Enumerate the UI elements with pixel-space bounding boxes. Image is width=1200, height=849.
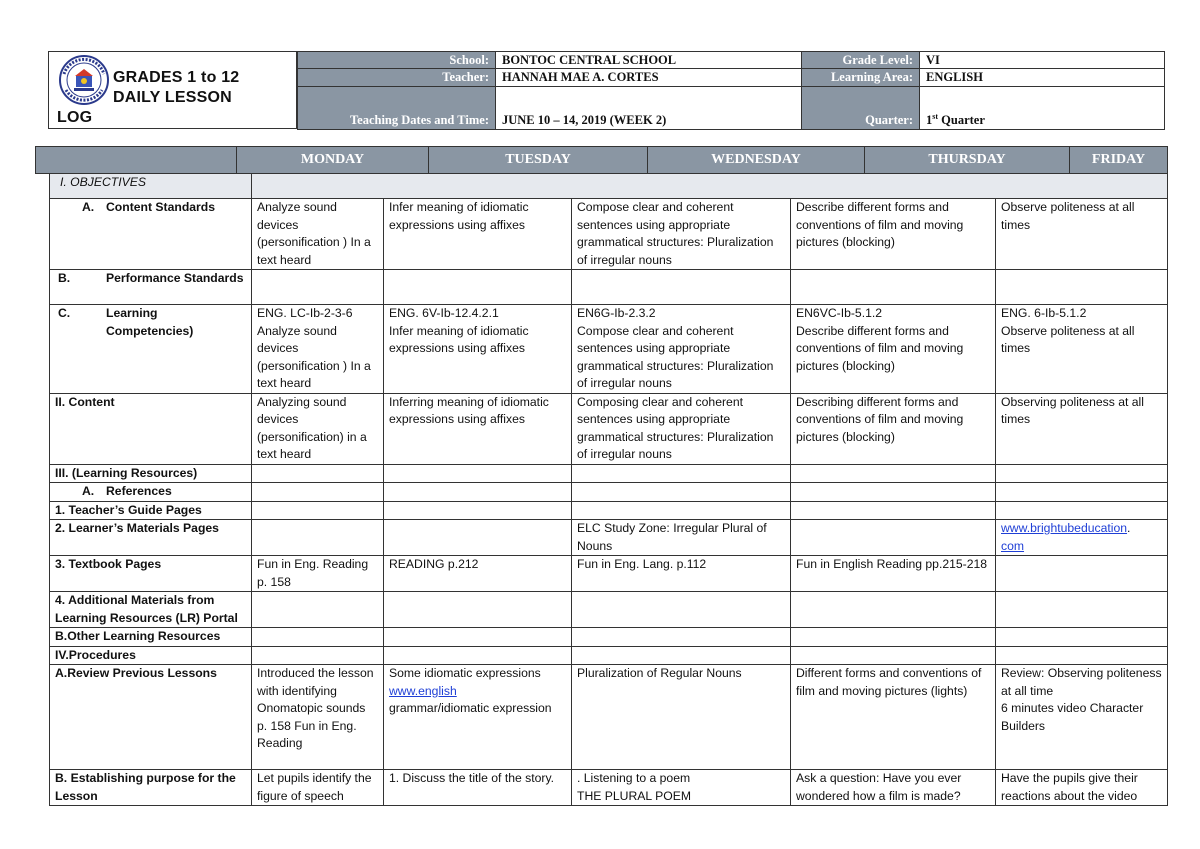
title-line-3: LOG — [57, 109, 93, 126]
row-label-text: Learning Competencies) — [106, 306, 194, 338]
empty-cell — [791, 483, 996, 502]
empty-cell — [791, 592, 996, 628]
cell-review-thu: Different forms and conventions of film and moving pictures (lights) — [791, 665, 996, 770]
table-row — [50, 556, 1168, 592]
cell-competencies-mon — [252, 305, 384, 394]
empty-cell — [384, 628, 572, 647]
day-header-wednesday: WEDNESDAY — [648, 147, 865, 174]
table-row — [50, 501, 1168, 520]
cell-establishing-wed — [572, 770, 791, 806]
day-header-monday: MONDAY — [237, 147, 429, 174]
cell-content-standards-wed: Compose clear and coherent sentences using appropriate grammatical structures: Pluralization of irregular nouns — [572, 199, 791, 270]
empty-cell — [252, 501, 384, 520]
competency-code: ENG. 6-Ib-5.1.2 — [1001, 306, 1087, 320]
references-label — [50, 483, 252, 502]
content-standards-label — [50, 199, 252, 270]
learning-competencies-label — [50, 305, 252, 394]
empty-cell — [996, 501, 1168, 520]
days-header-corner — [36, 147, 237, 174]
row-letter: A. — [82, 484, 95, 498]
review-label: A.Review Previous Lessons — [50, 665, 252, 770]
additional-materials-label: 4. Additional Materials from Learning Resources (LR) Portal — [50, 592, 252, 628]
brightubeducation-link-tail[interactable] — [1001, 539, 1024, 553]
table-row — [50, 305, 1168, 394]
table-row — [50, 592, 1168, 628]
row-label-text: Performance Standards — [106, 271, 244, 285]
dates-value: JUNE 10 – 14, 2019 (WEEK 2) — [496, 87, 802, 130]
empty-cell — [384, 520, 572, 556]
textbook-label: 3. Textbook Pages — [50, 556, 252, 592]
cell-content-mon: Analyzing sound devices (personification) in a text heard — [252, 393, 384, 464]
cell-competencies-tue — [384, 305, 572, 394]
table-row — [50, 770, 1168, 806]
empty-cell — [996, 628, 1168, 647]
cell-content-tue: Inferring meaning of idiomatic expressions using affixes — [384, 393, 572, 464]
establishing-wed-text: . Listening to a poem — [577, 771, 691, 785]
empty-cell — [572, 592, 791, 628]
empty-cell — [252, 520, 384, 556]
content-label: II. Content — [50, 393, 252, 464]
cell-content-standards-fri: Observe politeness at all times — [996, 199, 1168, 270]
cell-performance-fri — [996, 270, 1168, 305]
quarter-label: Quarter: — [802, 87, 920, 130]
empty-cell — [996, 646, 1168, 665]
empty-cell — [791, 464, 996, 483]
dll-header — [48, 51, 1164, 129]
days-header-row — [35, 146, 1168, 174]
header-title-box — [48, 51, 297, 129]
table-row — [50, 646, 1168, 665]
empty-cell — [252, 483, 384, 502]
row-label-text: Content Standards — [106, 200, 216, 214]
cell-performance-mon — [252, 270, 384, 305]
table-row — [50, 520, 1168, 556]
competency-code: EN6VC-Ib-5.1.2 — [796, 306, 883, 320]
cell-establishing-tue: 1. Discuss the title of the story. — [384, 770, 572, 806]
row-letter: C. — [58, 306, 71, 320]
establishing-label: B. Establishing purpose for the Lesson — [50, 770, 252, 806]
cell-content-thu: Describing different forms and conventions of film and moving pictures (blocking) — [791, 393, 996, 464]
empty-cell — [791, 501, 996, 520]
empty-cell — [252, 628, 384, 647]
competency-text: Compose clear and coherent sentences using appropriate grammatical structures: Pluralization of irregular nouns — [577, 323, 774, 390]
deped-seal-icon — [58, 54, 110, 106]
competency-code: EN6G-Ib-2.3.2 — [577, 306, 656, 320]
header-info-table — [297, 51, 1165, 130]
performance-standards-label — [50, 270, 252, 305]
teacher-value: HANNAH MAE A. CORTES — [496, 69, 802, 87]
review-fri-text: Review: Observing politeness at all time — [1001, 666, 1162, 698]
review-tue-text: Some idiomatic expressions — [389, 666, 541, 680]
competency-text: Analyze sound devices (personification ) In a text heard — [257, 323, 371, 390]
table-row — [50, 270, 1168, 305]
other-resources-label: B.Other Learning Resources — [50, 628, 252, 647]
competency-code: ENG. LC-Ib-2-3-6 — [257, 306, 353, 320]
cell-learners-materials-fri — [996, 520, 1168, 556]
empty-cell — [252, 464, 384, 483]
table-row — [50, 464, 1168, 483]
cell-establishing-mon: Let pupils identify the figure of speech — [252, 770, 384, 806]
empty-cell — [791, 646, 996, 665]
grade-value: VI — [920, 52, 1165, 69]
cell-content-fri: Observing politeness at all times — [996, 393, 1168, 464]
school-label: School: — [298, 52, 496, 69]
table-row — [50, 393, 1168, 464]
cell-textbook-wed: Fun in Eng. Lang. p.112 — [572, 556, 791, 592]
cell-competencies-wed — [572, 305, 791, 394]
cell-textbook-tue: READING p.212 — [384, 556, 572, 592]
cell-learners-materials-wed: ELC Study Zone: Irregular Plural of Nouns — [572, 520, 791, 556]
empty-cell — [996, 592, 1168, 628]
table-row — [50, 665, 1168, 770]
cell-textbook-thu: Fun in English Reading pp.215-218 — [791, 556, 996, 592]
row-label-text: References — [106, 484, 172, 498]
empty-cell — [791, 520, 996, 556]
cell-textbook-mon: Fun in Eng. Reading p. 158 — [252, 556, 384, 592]
cell-establishing-fri: Have the pupils give their reactions about the video — [996, 770, 1168, 806]
cell-content-standards-thu: Describe different forms and conventions of film and moving pictures (blocking) — [791, 199, 996, 270]
school-value: BONTOC CENTRAL SCHOOL — [496, 52, 802, 69]
day-header-friday: FRIDAY — [1070, 147, 1168, 174]
day-header-tuesday: TUESDAY — [429, 147, 648, 174]
quarter-suffix: st — [932, 111, 939, 121]
cell-establishing-thu: Ask a question: Have you ever wondered how a film is made? — [791, 770, 996, 806]
area-label: Learning Area: — [802, 69, 920, 87]
empty-cell — [572, 483, 791, 502]
competency-text: Infer meaning of idiomatic expressions using affixes — [389, 323, 529, 355]
establishing-wed-text-2: THE PLURAL POEM — [577, 788, 692, 803]
empty-cell — [252, 646, 384, 665]
table-row — [50, 174, 1168, 199]
teacher-label: Teacher: — [298, 69, 496, 87]
cell-content-standards-mon: Analyze sound devices (personification ) In a text heard — [252, 199, 384, 270]
cell-performance-wed — [572, 270, 791, 305]
cell-performance-tue — [384, 270, 572, 305]
lesson-plan-table — [49, 173, 1168, 806]
brightubeducation-link[interactable] — [1001, 521, 1127, 535]
quarter-value — [920, 87, 1165, 130]
title-line-1: GRADES 1 to 12 — [113, 69, 240, 86]
cell-content-standards-tue: Infer meaning of idiomatic expressions using affixes — [384, 199, 572, 270]
teachers-guide-label: 1. Teacher’s Guide Pages — [50, 501, 252, 520]
title-line-2: DAILY LESSON — [113, 89, 232, 106]
table-row — [50, 199, 1168, 270]
english-grammar-link[interactable]: www.english — [389, 683, 457, 698]
link-dot: . — [1127, 521, 1131, 535]
cell-content-wed: Composing clear and coherent sentences using appropriate grammatical structures: Pluralization of irregular nouns — [572, 393, 791, 464]
table-row — [50, 483, 1168, 502]
row-letter: A. — [82, 200, 95, 214]
empty-cell — [384, 464, 572, 483]
row-letter: B. — [58, 271, 71, 285]
empty-cell — [384, 501, 572, 520]
empty-cell — [384, 592, 572, 628]
link-text-part-1: www.brightubeducation — [1001, 521, 1128, 535]
day-header-thursday: THURSDAY — [865, 147, 1070, 174]
cell-competencies-thu — [791, 305, 996, 394]
competency-text: Describe different forms and conventions of film and moving pictures (blocking) — [796, 323, 964, 373]
objectives-label: I. OBJECTIVES — [50, 174, 252, 199]
empty-cell — [791, 628, 996, 647]
empty-cell — [996, 483, 1168, 502]
cell-review-fri — [996, 665, 1168, 770]
learning-resources-label: III. (Learning Resources) — [50, 464, 252, 483]
cell-review-mon: Introduced the lesson with identifying Onomatopic sounds p. 158 Fun in Eng. Reading — [252, 665, 384, 770]
cell-performance-thu — [791, 270, 996, 305]
dates-label: Teaching Dates and Time: — [298, 87, 496, 130]
empty-cell — [996, 556, 1168, 592]
table-row — [50, 628, 1168, 647]
quarter-number: 1 — [926, 113, 933, 127]
empty-cell — [572, 501, 791, 520]
empty-cell — [572, 464, 791, 483]
area-value: ENGLISH — [920, 69, 1165, 87]
empty-cell — [384, 646, 572, 665]
empty-cell — [252, 592, 384, 628]
cell-competencies-fri — [996, 305, 1168, 394]
link-text-part-2: com — [1001, 538, 1025, 553]
quarter-text: Quarter — [941, 113, 985, 127]
cell-review-tue — [384, 665, 572, 770]
empty-cell — [996, 464, 1168, 483]
learners-materials-label: 2. Learner’s Materials Pages — [50, 520, 252, 556]
review-tue-text-2: grammar/idiomatic expression — [389, 701, 552, 715]
objectives-span-cell — [252, 174, 1168, 199]
review-fri-text-2: 6 minutes video Character Builders — [1001, 701, 1144, 733]
empty-cell — [572, 628, 791, 647]
grade-label: Grade Level: — [802, 52, 920, 69]
competency-code: ENG. 6V-Ib-12.4.2.1 — [389, 306, 499, 320]
competency-text: Observe politeness at all times — [1001, 323, 1135, 355]
cell-review-wed: Pluralization of Regular Nouns — [572, 665, 791, 770]
empty-cell — [384, 483, 572, 502]
procedures-label: IV.Procedures — [50, 646, 252, 665]
empty-cell — [572, 646, 791, 665]
